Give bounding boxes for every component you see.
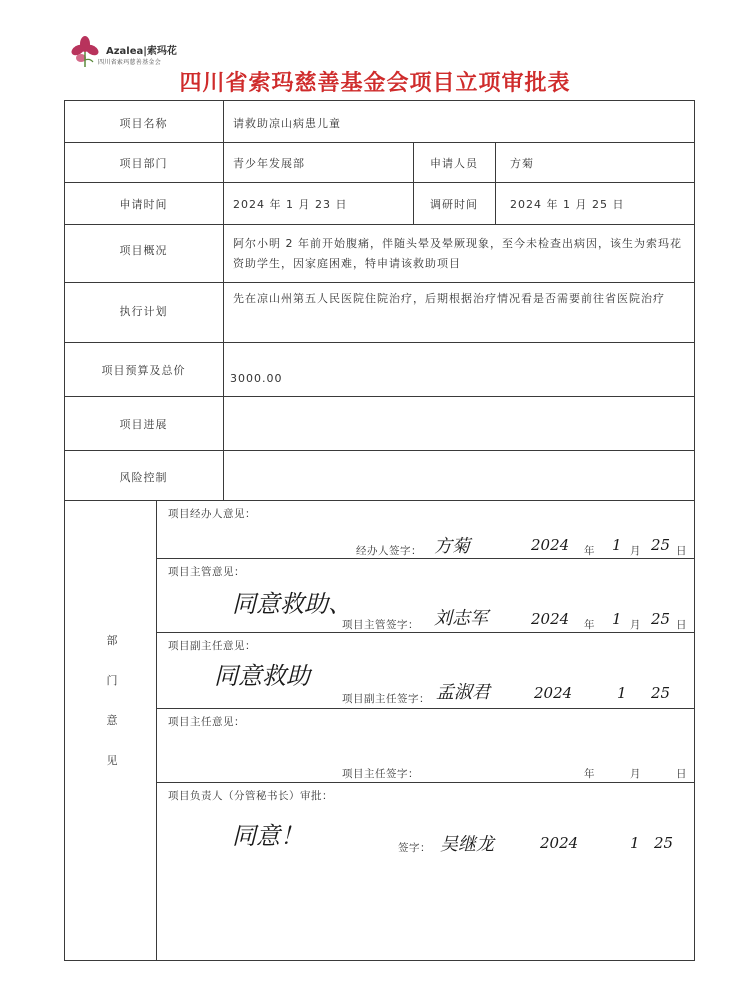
day-unit: 日 — [676, 619, 687, 631]
project-lead-opinion-text: 同意！ — [232, 822, 304, 850]
handler-sign-month: 1 — [612, 536, 622, 554]
deputy-director-sign-month: 1 — [617, 684, 627, 702]
handler-sign-label: 经办人签字： — [356, 545, 422, 557]
deputy-director-signature: 孟淑君 — [436, 682, 490, 703]
row-line — [156, 782, 695, 783]
row-line — [64, 282, 695, 283]
apply-time-label: 申请时间 — [119, 198, 168, 211]
year-unit: 年 — [584, 619, 595, 631]
logo-subtitle: 四川省索玛慈善基金会 — [98, 59, 162, 66]
row-line — [156, 708, 695, 709]
supervisor-opinion-title: 项目主管意见： — [168, 566, 245, 578]
applicant-value: 方菊 — [510, 157, 534, 170]
supervisor-sign-year: 2024 — [531, 610, 570, 628]
supervisor-sign-day: 25 — [651, 610, 671, 628]
row-line — [64, 450, 695, 451]
row-line — [64, 182, 695, 183]
research-time-value: 2024 年 1 月 25 日 — [510, 198, 625, 211]
department-opinion-label — [94, 632, 130, 792]
day-unit: 日 — [676, 545, 687, 557]
year-unit: 年 — [584, 768, 595, 780]
dept-char: 门 — [106, 674, 118, 687]
row-line — [64, 342, 695, 343]
department-label: 项目部门 — [119, 157, 168, 170]
handler-opinion-title: 项目经办人意见： — [168, 508, 256, 520]
dept-char: 部 — [106, 634, 118, 647]
row-line — [156, 558, 695, 559]
supervisor-opinion-text: 同意救助、 — [232, 590, 352, 618]
department-value: 青少年发展部 — [233, 157, 305, 170]
project-lead-sign-label: 签字： — [398, 842, 431, 854]
month-unit: 月 — [630, 768, 641, 780]
deputy-director-opinion-title: 项目副主任意见： — [168, 640, 256, 652]
dept-char: 意 — [106, 714, 118, 727]
handler-signature: 方菊 — [434, 536, 470, 557]
supervisor-signature: 刘志军 — [434, 608, 488, 629]
approval-form-table — [64, 100, 695, 960]
plan-value: 先在凉山州第五人民医院住院治疗，后期根据治疗情况看是否需要前往省医院治疗 — [233, 292, 665, 305]
row-line — [64, 500, 695, 501]
border-top — [64, 100, 695, 101]
col-line — [495, 142, 496, 224]
border-left — [64, 100, 65, 960]
overview-value: 阿尔小明 2 年前开始腹痛，伴随头晕及晕厥现象，至今未检查出病因，该生为索玛花资助学生，因家庭困难，特申请该救助项目 — [233, 237, 682, 270]
budget-label: 项目预算及总价 — [101, 364, 186, 377]
azalea-flower-icon — [68, 34, 102, 68]
foundation-logo — [68, 34, 188, 70]
row-line — [64, 224, 695, 225]
plan-label: 执行计划 — [119, 305, 168, 318]
apply-time-value: 2024 年 1 月 23 日 — [233, 198, 348, 211]
director-opinion-title: 项目主任意见： — [168, 716, 245, 728]
project-lead-sign-year: 2024 — [540, 834, 579, 852]
progress-label: 项目进展 — [119, 418, 168, 431]
month-unit: 月 — [630, 545, 641, 557]
year-unit: 年 — [584, 545, 595, 557]
handler-sign-year: 2024 — [531, 536, 570, 554]
project-lead-sign-day: 25 — [654, 834, 674, 852]
project-name-value: 请救助凉山病患儿童 — [233, 117, 341, 130]
project-lead-opinion-title: 项目负责人（分管秘书长）审批： — [168, 790, 333, 802]
dept-char: 见 — [106, 754, 118, 767]
overview-label: 项目概况 — [119, 244, 168, 257]
director-sign-label: 项目主任签字： — [342, 768, 419, 780]
deputy-director-opinion-text: 同意救助 — [214, 662, 310, 690]
project-lead-signature: 吴继龙 — [440, 834, 494, 855]
budget-value: 3000.00 — [230, 372, 283, 385]
risk-label: 风险控制 — [119, 471, 168, 484]
supervisor-sign-month: 1 — [612, 610, 622, 628]
handler-sign-day: 25 — [651, 536, 671, 554]
logo-name: Azalea|索玛花 — [106, 46, 177, 57]
document-title: 四川省索玛慈善基金会项目立项审批表 — [179, 70, 571, 96]
project-lead-sign-month: 1 — [630, 834, 640, 852]
applicant-label: 申请人员 — [430, 157, 478, 170]
row-line — [156, 632, 695, 633]
deputy-director-sign-label: 项目副主任签字： — [342, 693, 430, 705]
row-line — [64, 142, 695, 143]
row-line — [64, 396, 695, 397]
border-right — [694, 100, 695, 961]
col-line — [156, 500, 157, 960]
deputy-director-sign-day: 25 — [651, 684, 671, 702]
supervisor-sign-label: 项目主管签字： — [342, 619, 419, 631]
project-name-label: 项目名称 — [119, 117, 168, 130]
month-unit: 月 — [630, 619, 641, 631]
border-bottom — [64, 960, 695, 961]
research-time-label: 调研时间 — [430, 198, 478, 211]
col-line — [223, 100, 224, 500]
day-unit: 日 — [676, 768, 687, 780]
deputy-director-sign-year: 2024 — [534, 684, 573, 702]
